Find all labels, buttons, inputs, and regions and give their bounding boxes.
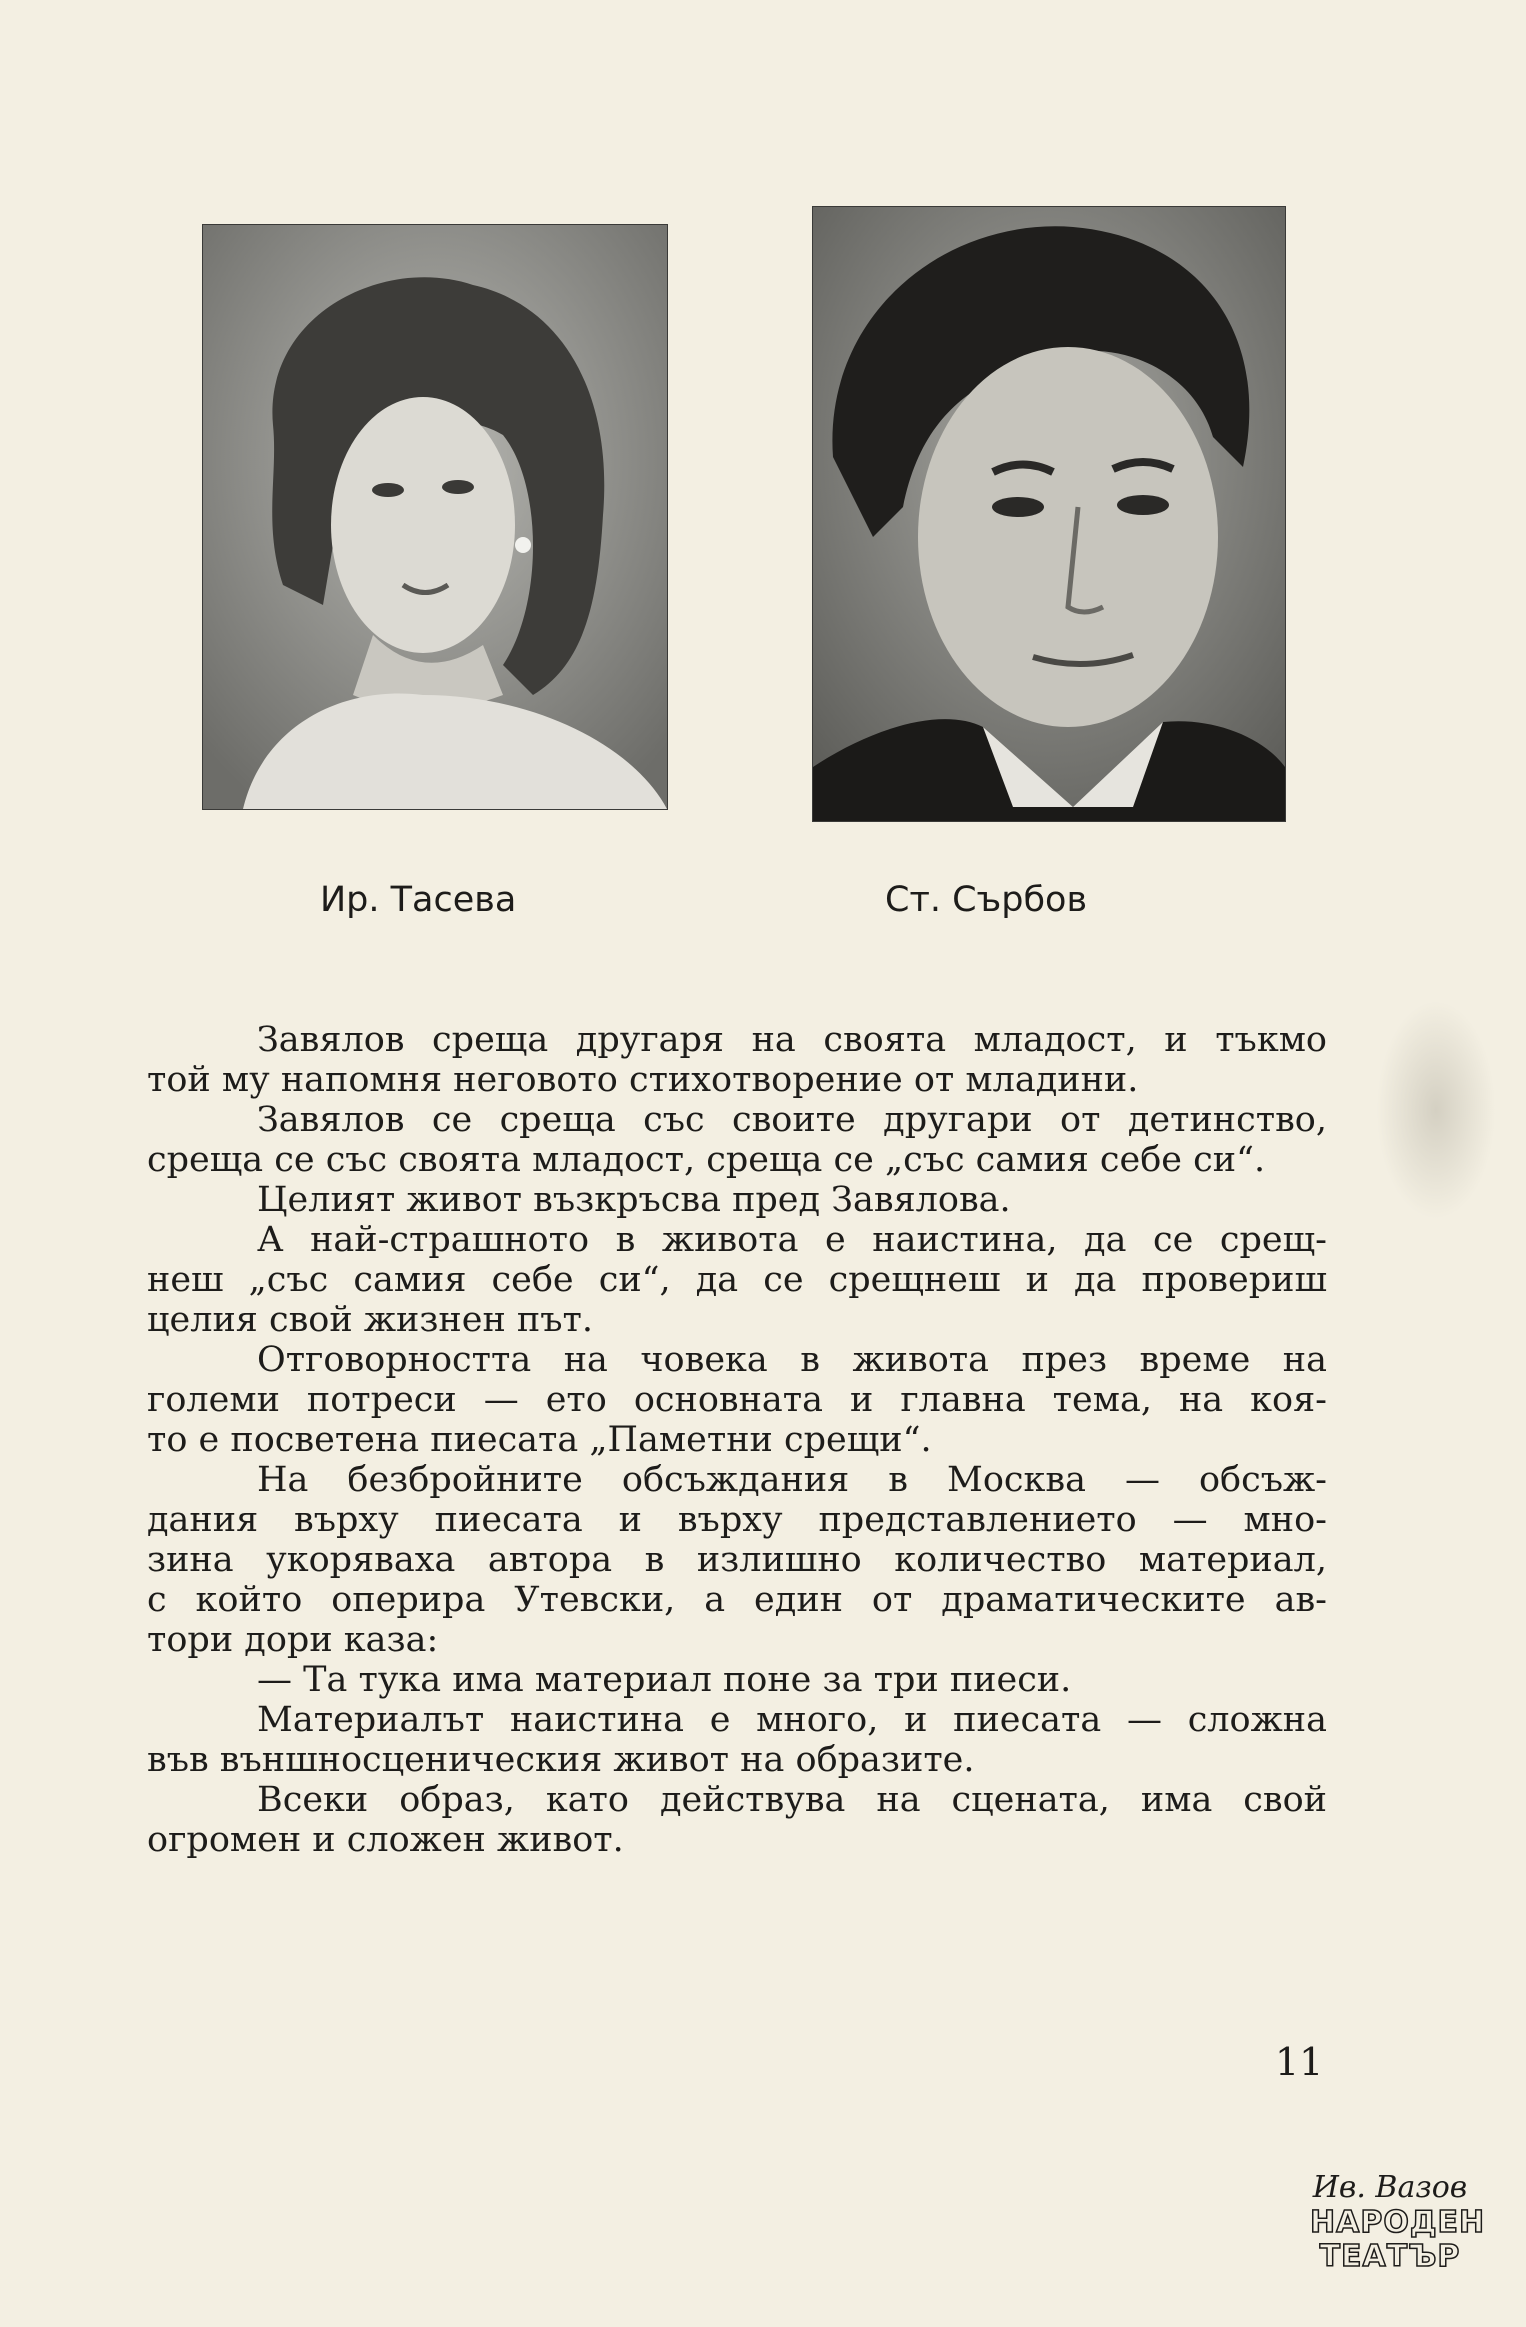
text-line: На безбройните обсъждания в Москва — обсъж- <box>257 1460 1327 1500</box>
text-line: то е посветена пиесата „Паметни срещи“. <box>147 1420 932 1460</box>
text-line: във външносценическия живот на образите. <box>147 1740 975 1780</box>
text-line: дания върху пиесата и върху представлението — мно- <box>147 1500 1327 1540</box>
text-line: огромен и сложен живот. <box>147 1820 624 1860</box>
theatre-logo-stamp <box>1310 2170 1486 2295</box>
text-line: той му напомня неговото стихотворение от младини. <box>147 1060 1139 1100</box>
photo-caption-left: Ир. Тасева <box>320 880 517 920</box>
text-line: тори дори каза: <box>147 1620 439 1660</box>
text-line: с който оперира Утевски, а един от драматическите ав- <box>147 1580 1327 1620</box>
text-line: — Та тука има материал поне за три пиеси. <box>257 1660 1072 1700</box>
text-line: Целият живот възкръсва пред Завялова. <box>257 1180 1011 1220</box>
paragraph <box>147 1180 1327 1220</box>
body-text <box>147 1020 1327 1860</box>
text-line: целия свой жизнен път. <box>147 1300 594 1340</box>
text-line: Всеки образ, като действува на сцената, има свой <box>257 1780 1327 1820</box>
logo-line-1: НАРОДЕН <box>1310 2205 1486 2240</box>
ink-bleed-through <box>1376 1000 1496 1220</box>
paragraph <box>147 1780 1327 1860</box>
portrait-photo-man <box>812 206 1286 822</box>
paragraph <box>147 1700 1327 1780</box>
text-line: големи потреси — ето основната и главна тема, на коя- <box>147 1380 1327 1420</box>
logo-line-2: ТЕАТЪР <box>1319 2239 1461 2274</box>
paragraph <box>147 1340 1327 1460</box>
page-number: 11 <box>1275 2040 1324 2084</box>
paragraph <box>147 1020 1327 1100</box>
text-line: неш „със самия себе си“, да се срещнеш и да провериш <box>147 1260 1327 1300</box>
logo-signature: Ив. Вазов <box>1312 2170 1468 2205</box>
text-line: А най-страшното в живота е наистина, да се срещ- <box>257 1220 1327 1260</box>
photo-caption-right: Ст. Сърбов <box>885 880 1088 920</box>
paragraph <box>147 1220 1327 1340</box>
paragraph <box>147 1100 1327 1180</box>
paragraph <box>147 1460 1327 1660</box>
paragraph <box>147 1660 1327 1700</box>
text-line: зина укоряваха автора в излишно количество материал, <box>147 1540 1327 1580</box>
text-line: Материалът наистина е много, и пиесата — сложна <box>257 1700 1327 1740</box>
portrait-photo-woman <box>202 224 668 810</box>
text-line: среща се със своята младост, среща се „със самия себе си“. <box>147 1140 1266 1180</box>
text-line: Завялов среща другаря на своята младост, и тъкмо <box>257 1020 1327 1060</box>
text-line: Завялов се среща със своите другари от детинство, <box>257 1100 1327 1140</box>
text-line: Отговорността на човека в живота през време на <box>257 1340 1327 1380</box>
